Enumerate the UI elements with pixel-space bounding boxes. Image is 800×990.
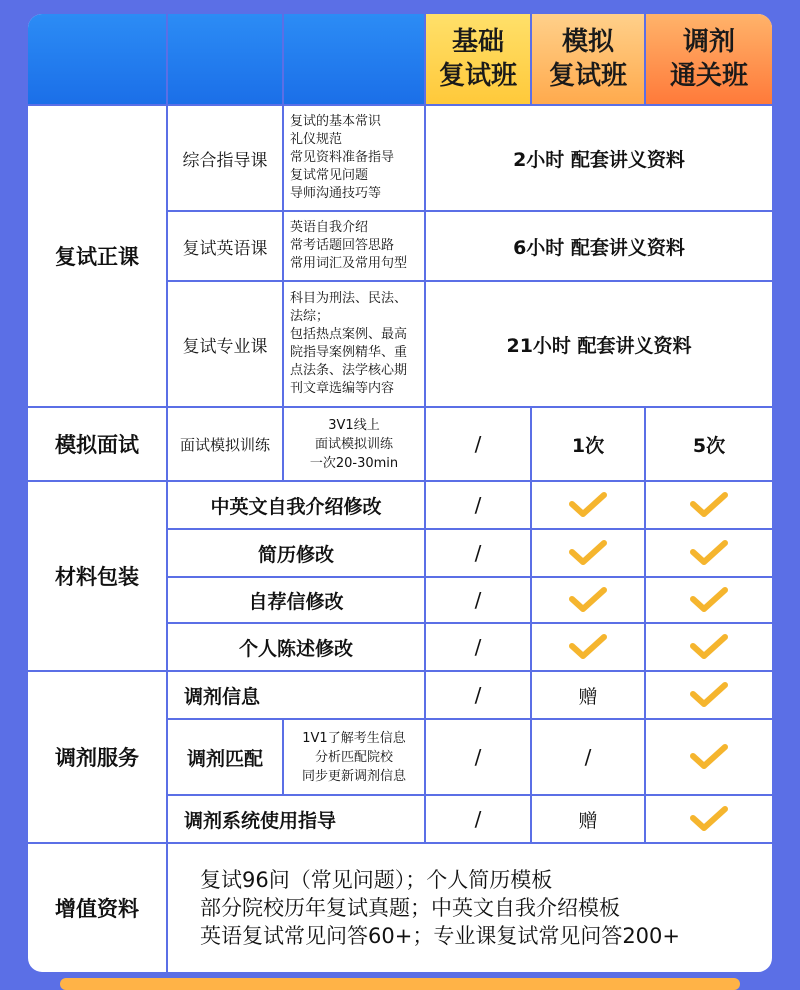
row-name-resume: 简历修改 <box>168 530 426 578</box>
check-icon <box>568 585 608 615</box>
letter-mock <box>532 578 646 624</box>
row-name-major: 复试专业课 <box>168 282 284 408</box>
category-adjust: 调剂服务 <box>28 672 168 844</box>
adjust-system-basic: / <box>426 796 532 844</box>
header-basic <box>426 14 532 106</box>
intro-basic: / <box>426 482 532 530</box>
resume-mock <box>532 530 646 578</box>
interview-pro: 5次 <box>646 408 772 482</box>
check-icon <box>568 538 608 568</box>
row-name-adjust-info: 调剂信息 <box>168 672 426 720</box>
check-icon <box>568 632 608 662</box>
row-detail-interview: 3V1线上 面试模拟训练 一次20-30min <box>284 408 426 482</box>
resume-basic: / <box>426 530 532 578</box>
check-icon <box>568 490 608 520</box>
row-name-intro: 中英文自我介绍修改 <box>168 482 426 530</box>
check-icon <box>689 804 729 834</box>
row-value-general: 2小时 配套讲义资料 <box>426 106 772 212</box>
row-name-letter: 自荐信修改 <box>168 578 426 624</box>
row-detail-general: 复试的基本常识 礼仪规范 常见资料准备指导 复试常见问题 导师沟通技巧等 <box>284 106 426 212</box>
bottom-decoration <box>60 978 740 990</box>
category-extra: 增值资料 <box>28 844 168 972</box>
header-blank-1 <box>28 14 168 106</box>
adjust-info-basic: / <box>426 672 532 720</box>
check-icon <box>689 490 729 520</box>
letter-basic: / <box>426 578 532 624</box>
row-detail-english: 英语自我介绍 常考话题回答思路 常用词汇及常用句型 <box>284 212 426 282</box>
check-icon <box>689 632 729 662</box>
adjust-match-pro <box>646 720 772 796</box>
intro-pro <box>646 482 772 530</box>
interview-basic: / <box>426 408 532 482</box>
comparison-table <box>28 14 772 972</box>
adjust-match-mock: / <box>532 720 646 796</box>
row-name-statement: 个人陈述修改 <box>168 624 426 672</box>
category-materials: 材料包装 <box>28 482 168 672</box>
row-name-adjust-system: 调剂系统使用指导 <box>168 796 426 844</box>
category-interview: 模拟面试 <box>28 408 168 482</box>
check-icon <box>689 585 729 615</box>
adjust-system-pro <box>646 796 772 844</box>
adjust-info-mock: 赠 <box>532 672 646 720</box>
extra-text: 复试96问（常见问题）；个人简历模板 部分院校历年复试真题；中英文自我介绍模板 英语复试常见问答60+；专业课复试常见问答200+ <box>200 868 680 948</box>
letter-pro <box>646 578 772 624</box>
header-basic-label: 基础 复试班 <box>438 27 517 91</box>
header-blank-3 <box>284 14 426 106</box>
statement-basic: / <box>426 624 532 672</box>
header-pro <box>646 14 772 106</box>
intro-mock <box>532 482 646 530</box>
row-detail-major: 科目为刑法、民法、 法综； 包括热点案例、最高 院指导案例精华、重 点法条、法学核心期 刊文章选编等内容 <box>284 282 426 408</box>
adjust-system-mock: 赠 <box>532 796 646 844</box>
row-name-general: 综合指导课 <box>168 106 284 212</box>
statement-mock <box>532 624 646 672</box>
check-icon <box>689 538 729 568</box>
category-course: 复试正课 <box>28 106 168 408</box>
resume-pro <box>646 530 772 578</box>
check-icon <box>689 680 729 710</box>
row-detail-adjust-match: 1V1了解考生信息 分析匹配院校 同步更新调剂信息 <box>284 720 426 796</box>
statement-pro <box>646 624 772 672</box>
interview-mock: 1次 <box>532 408 646 482</box>
row-name-interview: 面试模拟训练 <box>168 408 284 482</box>
adjust-match-basic: / <box>426 720 532 796</box>
header-mock-label: 模拟 复试班 <box>548 27 627 91</box>
row-name-english: 复试英语课 <box>168 212 284 282</box>
row-value-english: 6小时 配套讲义资料 <box>426 212 772 282</box>
header-mock <box>532 14 646 106</box>
row-name-adjust-match: 调剂匹配 <box>168 720 284 796</box>
header-blank-2 <box>168 14 284 106</box>
header-pro-label: 调剂 通关班 <box>669 27 748 91</box>
row-value-major: 21小时 配套讲义资料 <box>426 282 772 408</box>
check-icon <box>689 742 729 772</box>
adjust-info-pro <box>646 672 772 720</box>
